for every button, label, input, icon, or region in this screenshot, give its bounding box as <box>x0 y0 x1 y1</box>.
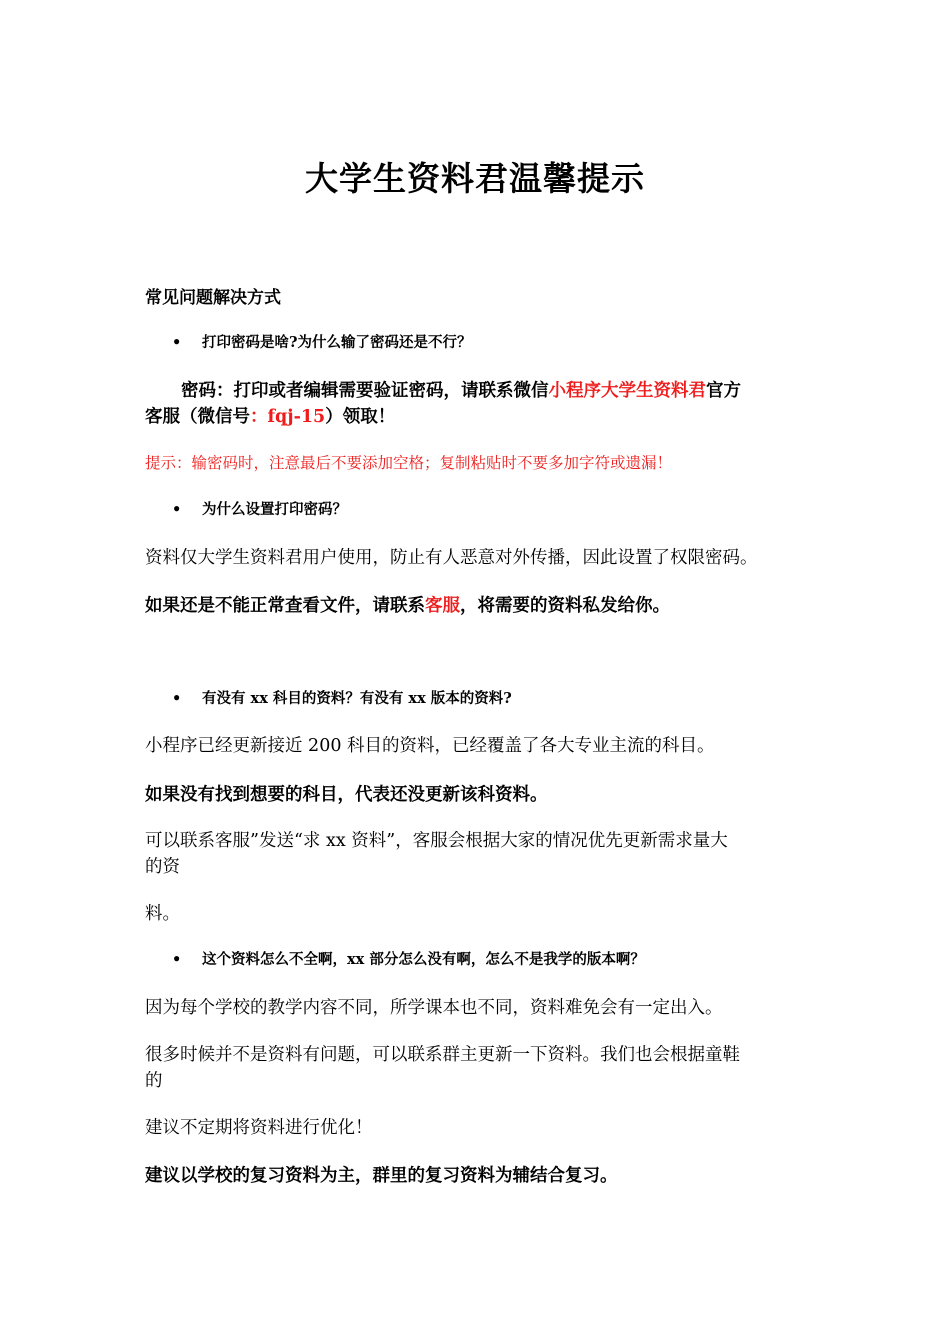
answer-text: ）领取！ <box>325 407 396 427</box>
faq-answer-subject-count: 小程序已经更新接近 200 科目的资料，已经覆盖了各大专业主流的科目。 <box>145 736 715 756</box>
faq-question-subject-materials <box>172 688 812 710</box>
subject-not-found-note: 如果没有找到想要的科目，代表还没更新该科资料。 <box>145 785 548 805</box>
bullet-icon: • <box>172 501 182 518</box>
answer-text: 官方 <box>706 381 741 401</box>
section-heading: 常见问题解决方式 <box>145 288 281 308</box>
customer-service-highlight: 客服 <box>425 596 460 616</box>
bullet-icon: • <box>172 690 182 707</box>
update-suggestion-line2: 的 <box>145 1071 163 1091</box>
bullet-icon: • <box>172 951 182 968</box>
review-advice: 建议以学校的复习资料为主，群里的复习资料为辅结合复习。 <box>145 1166 618 1186</box>
question-text: 有没有 xx 科目的资料？有没有 xx 版本的资料? <box>202 690 512 707</box>
miniprogram-highlight: 小程序大学生资料君 <box>548 381 706 401</box>
update-suggestion-line3: 建议不定期将资料进行优化！ <box>145 1118 373 1138</box>
request-materials-line2: 的资 <box>145 857 180 877</box>
request-materials-line3: 料。 <box>145 904 180 924</box>
answer-text: 客服（微信号 <box>145 407 250 427</box>
faq-answer-password-line1 <box>145 379 810 404</box>
page-title: 大学生资料君温馨提示 <box>305 159 645 198</box>
faq-question-print-password <box>172 332 812 354</box>
question-text: 为什么设置打印密码？ <box>202 501 347 518</box>
wechat-id-highlight: ：fqj-15 <box>250 407 326 427</box>
update-suggestion-line1: 很多时候并不是资料有问题，可以联系群主更新一下资料。我们也会根据童鞋 <box>145 1045 740 1065</box>
faq-question-incomplete-materials <box>172 949 812 971</box>
faq-question-why-password <box>172 499 812 521</box>
note-text: 如果还是不能正常查看文件，请联系 <box>145 596 425 616</box>
question-text: 打印密码是啥?为什么输了密码还是不行？ <box>202 334 472 351</box>
bullet-icon: • <box>172 334 182 351</box>
request-materials-line1: 可以联系客服”发送“求 xx 资料”，客服会根据大家的情况优先更新需求量大 <box>145 831 728 851</box>
faq-answer-password-line2 <box>145 405 810 430</box>
faq-answer-school-differences: 因为每个学校的教学内容不同，所学课本也不同，资料难免会有一定出入。 <box>145 998 723 1018</box>
answer-text: 密码：打印或者编辑需要验证密码，请联系微信 <box>181 381 549 401</box>
faq-answer-why-password: 资料仅大学生资料君用户使用，防止有人恶意对外传播，因此设置了权限密码。 <box>145 548 758 568</box>
note-text: ，将需要的资料私发给你。 <box>460 596 670 616</box>
contact-service-note <box>145 594 810 619</box>
question-text: 这个资料怎么不全啊，xx 部分怎么没有啊，怎么不是我学的版本啊？ <box>202 951 645 968</box>
password-tip: 提示：输密码时，注意最后不要添加空格；复制粘贴时不要多加字符或遗漏！ <box>145 454 673 472</box>
